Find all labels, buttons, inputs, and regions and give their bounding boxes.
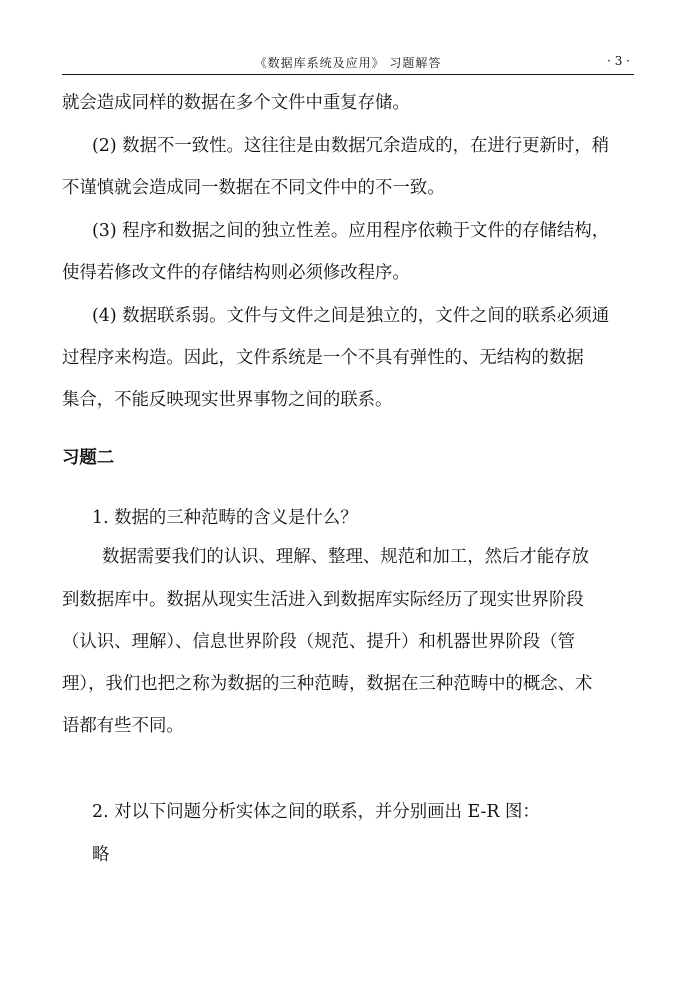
answer-2: 略 [92, 845, 110, 865]
page-header [62, 52, 634, 76]
paragraph-line: （认识、理解）、信息世界阶段（规范、提升）和机器世界阶段（管 [62, 632, 576, 652]
paragraph-line: (3) 程序和数据之间的独立性差。应用程序依赖于文件的存储结构， [92, 221, 610, 241]
paragraph-line: 数据需要我们的认识、理解、整理、规范和加工，然后才能存放 [102, 547, 589, 567]
header-title: 《数据库系统及应用》 习题解答 [254, 56, 442, 70]
paragraph-line: 过程序来构造。因此，文件系统是一个不具有弹性的、无结构的数据 [62, 348, 584, 368]
header-rule [62, 74, 634, 75]
paragraph-line: 到数据库中。数据从现实生活进入到数据库实际经历了现实世界阶段 [62, 590, 584, 610]
paragraph-line: 语都有些不同。 [62, 716, 184, 736]
question-1: 1. 数据的三种范畴的含义是什么？ [92, 508, 358, 528]
section-heading: 习题二 [62, 448, 115, 468]
paragraph-line: 就会造成同样的数据在多个文件中重复存储。 [62, 93, 410, 113]
paragraph-line: 不谨慎就会造成同一数据在不同文件中的不一致。 [62, 178, 445, 198]
paragraph-line: 集合，不能反映现实世界事物之间的联系。 [62, 390, 393, 410]
paragraph-line: (2) 数据不一致性。这往往是由数据冗余造成的，在进行更新时，稍 [92, 136, 610, 156]
paragraph-line: 使得若修改文件的存储结构则必须修改程序。 [62, 263, 410, 283]
paragraph-line: 理），我们也把之称为数据的三种范畴，数据在三种范畴中的概念、术 [62, 674, 593, 694]
paragraph-line: (4) 数据联系弱。文件与文件之间是独立的，文件之间的联系必须通 [92, 306, 610, 326]
page-number: · 3 · [607, 54, 630, 68]
question-2: 2. 对以下问题分析实体之间的联系，并分别画出 E-R 图： [92, 802, 540, 822]
